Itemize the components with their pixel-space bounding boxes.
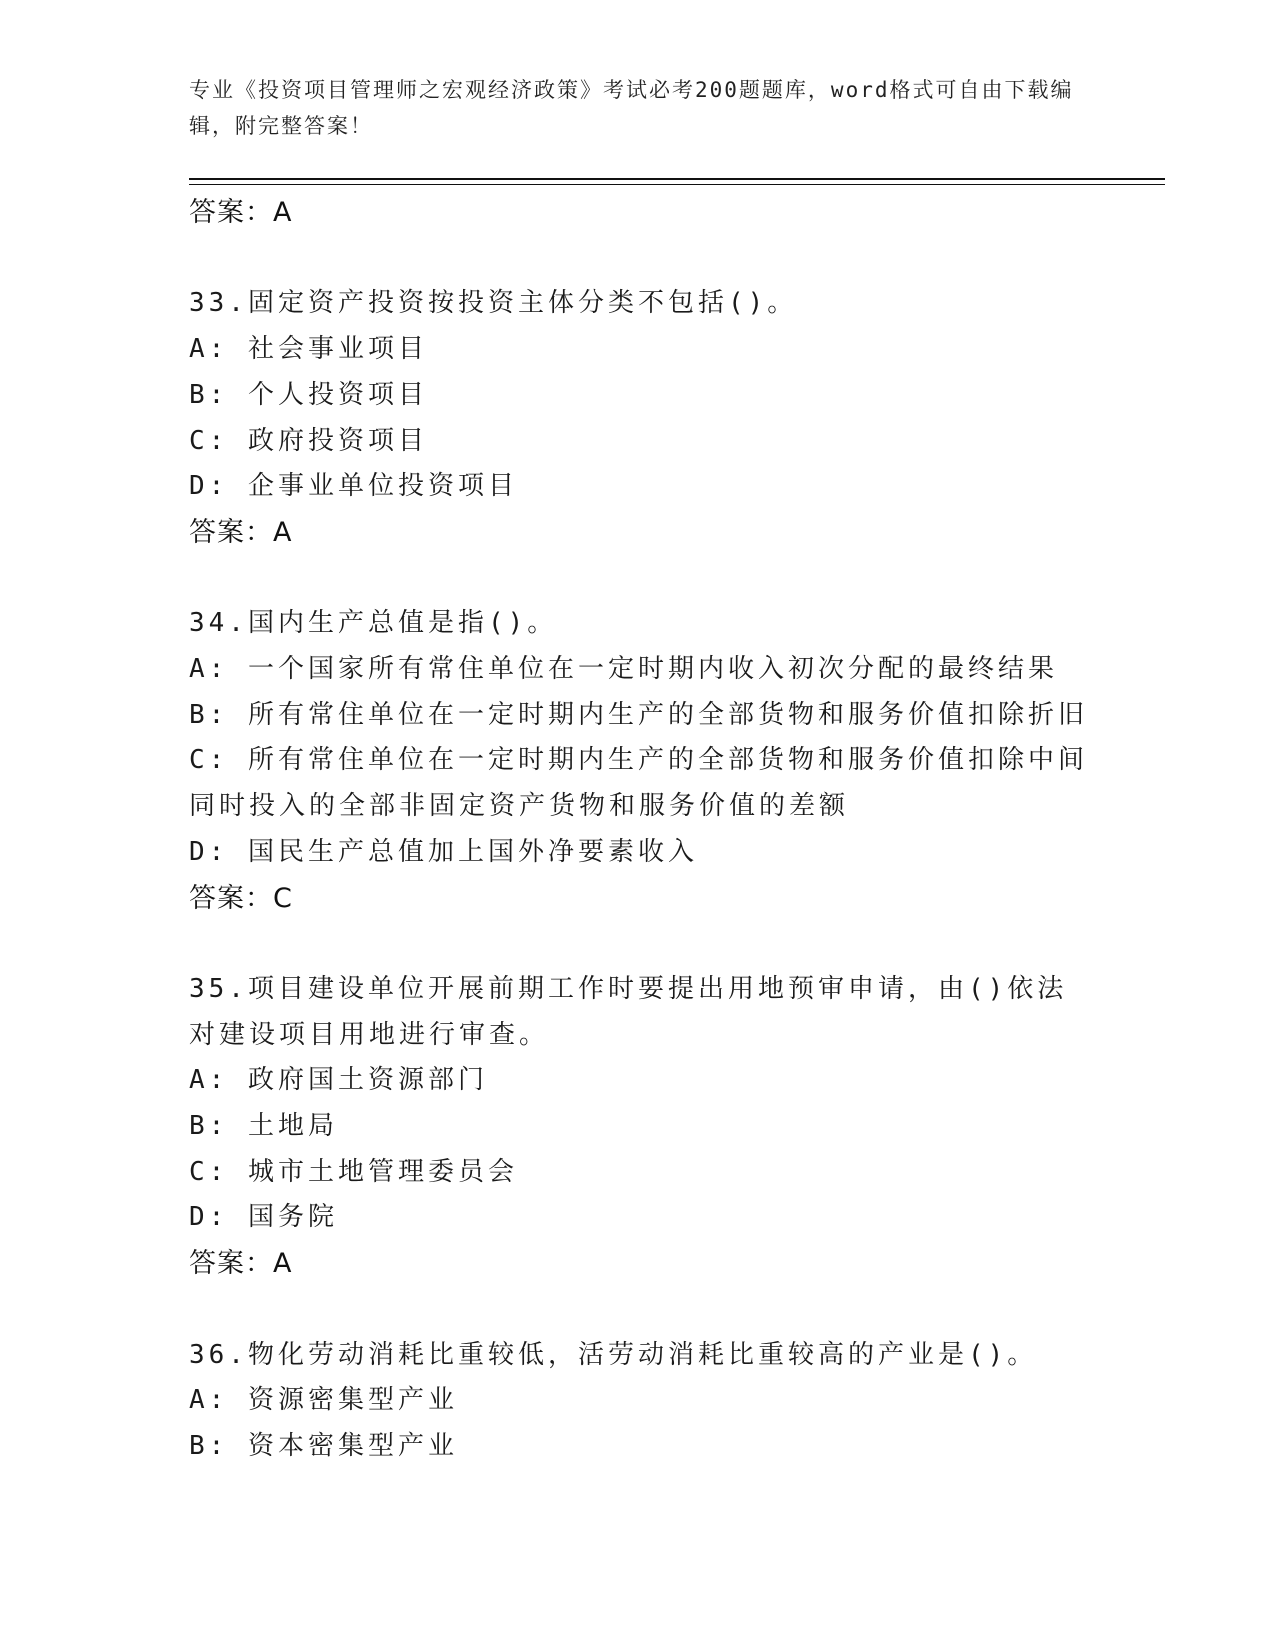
option-b: B: 个人投资项目 [189, 379, 428, 410]
header-divider-thin [189, 184, 1165, 185]
option-c: C: 城市土地管理委员会 [189, 1156, 518, 1187]
question-stem: 36.物化劳动消耗比重较低，活劳动消耗比重较高的产业是()。 [189, 1339, 1038, 1370]
question-list [189, 190, 1089, 1470]
question-block-35 [189, 967, 1089, 1287]
option-c: C: 政府投资项目 [189, 425, 428, 456]
answer-line: 答案：A [189, 516, 293, 548]
option-b: B: 所有常住单位在一定时期内生产的全部货物和服务价值扣除折旧 [189, 699, 1088, 730]
option-d: D: 企事业单位投资项目 [189, 471, 518, 502]
question-block-33 [189, 281, 1089, 555]
question-stem: 33.固定资产投资按投资主体分类不包括()。 [189, 288, 798, 319]
spacer [189, 556, 1089, 602]
spacer [189, 236, 1089, 282]
question-block-34 [189, 601, 1089, 921]
option-c: C: 所有常住单位在一定时期内生产的全部货物和服务价值扣除中间同时投入的全部非固定资产货物和服务价值的差额 [189, 745, 1088, 822]
document-header: 专业《投资项目管理师之宏观经济政策》考试必考200题题库，word格式可自由下载编辑，附完整答案！ [189, 78, 1074, 138]
option-a: A: 政府国土资源部门 [189, 1065, 488, 1096]
spacer [189, 921, 1089, 967]
question-stem: 34.国内生产总值是指()。 [189, 608, 558, 639]
spacer [189, 1287, 1089, 1333]
answer-line: 答案：C [189, 882, 293, 914]
question-block-36 [189, 1333, 1089, 1470]
answer-line: 答案：A [189, 1248, 293, 1280]
option-a: A: 社会事业项目 [189, 334, 428, 365]
header-divider-thick [189, 178, 1165, 180]
question-stem: 35.项目建设单位开展前期工作时要提出用地预审申请，由()依法对建设项目用地进行审查。 [189, 973, 1068, 1050]
answer-line: 答案：A [189, 197, 293, 228]
option-b: B: 土地局 [189, 1111, 338, 1142]
option-b: B: 资本密集型产业 [189, 1430, 458, 1461]
option-d: D: 国务院 [189, 1202, 338, 1233]
option-a: A: 一个国家所有常住单位在一定时期内收入初次分配的最终结果 [189, 654, 1058, 684]
option-a: A: 资源密集型产业 [189, 1385, 458, 1416]
option-d: D: 国民生产总值加上国外净要素收入 [189, 836, 698, 867]
